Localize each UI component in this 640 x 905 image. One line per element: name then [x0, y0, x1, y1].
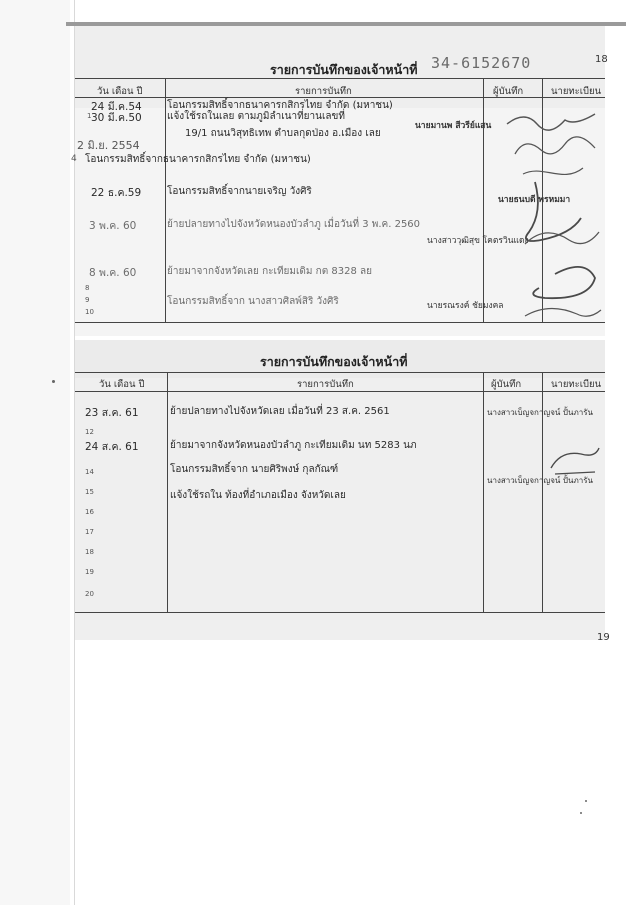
record-text: ย้ายปลายทางไปจังหวัดเลย เมื่อวันที่ 23 ส.ค. 2561: [170, 406, 390, 417]
record-text: โอนกรรมสิทธิ์จากธนาคารกสิกรไทย จำกัด (มหาชน): [85, 154, 311, 165]
record-text: ย้ายปลายทางไปจังหวัดหนองบัวลำภู เมื่อวันที่ 3 พ.ค. 2560: [167, 219, 421, 230]
row-number: 18: [85, 548, 94, 556]
row-number: 20: [85, 590, 94, 598]
record-date: 3 พ.ค. 60: [89, 220, 137, 232]
signature-scribbles: [495, 94, 605, 334]
record-date: 24 ส.ค. 61: [85, 441, 139, 453]
column-divider-date: [165, 78, 166, 322]
record-text: ย้ายมาจากจังหวัดเลย กะเทียมเดิม กต 8328 ลย: [167, 266, 373, 277]
record-date: 24 มี.ค.54: [91, 101, 142, 113]
officer-name: นางสาววุฒิสุข โคตรวินแดง: [427, 236, 529, 246]
scan-speck: [585, 800, 587, 802]
column-divider-recorder: [483, 372, 484, 612]
record-text: โอนกรรมสิทธิ์จากนายเจริญ วังศิริ: [167, 186, 312, 197]
handwritten-registration-number: 34-6152670: [431, 54, 532, 72]
lower-page-title: รายการบันทึกของเจ้าหน้าที่: [260, 354, 408, 369]
column-divider-recorder: [483, 78, 484, 322]
upper-page-number: 18: [595, 54, 608, 65]
upper-record-sheet: [71, 26, 608, 336]
column-divider-date: [167, 372, 168, 612]
record-date-handwritten: 2 มิ.ย. 2554: [77, 139, 140, 152]
column-header-record: รายการบันทึก: [297, 379, 354, 390]
record-text: แจ้งใช้รถใน ท้องที่อำเภอเมือง จังหวัดเลย: [170, 490, 346, 501]
officer-name: นายธนบดี พรหมมา: [498, 195, 571, 205]
row-number: 16: [85, 508, 94, 516]
lower-page-number: 19: [597, 632, 610, 643]
record-date: 8 พ.ค. 60: [89, 267, 137, 279]
row-number: 19: [85, 568, 94, 576]
column-header-registrar: นายทะเบียน: [551, 379, 602, 390]
column-header-date: วัน เดือน ปี: [97, 86, 143, 97]
column-header-recorder: ผู้บันทึก: [491, 379, 522, 390]
record-text: 19/1 ถนนวิสุทธิเทพ ตำบลกุดป่อง อ.เมือง เลย: [185, 128, 381, 139]
officer-name: นายรณรงค์ ชัยมงคล: [427, 301, 504, 311]
row-number: 12: [85, 428, 94, 436]
record-date: 30 มี.ค.50: [91, 112, 142, 124]
scan-speck: [580, 812, 582, 814]
row-number: 14: [85, 468, 94, 476]
record-date: 22 ธ.ค.59: [91, 187, 142, 199]
row-number-10: 10: [85, 308, 94, 316]
table-top-rule: [75, 78, 605, 79]
column-header-registrar: นายทะเบียน: [551, 86, 602, 97]
column-header-record: รายการบันทึก: [295, 86, 352, 97]
record-text: ย้ายมาจากจังหวัดหนองบัวลำภู กะเทียมเดิม นท 5283 นภ: [170, 440, 417, 451]
table-bottom-rule: [75, 612, 605, 613]
row-number: 17: [85, 528, 94, 536]
row-number: 1: [87, 112, 92, 120]
record-text: โอนกรรมสิทธิ์จากธนาคารกสิกรไทย จำกัด (มหาชน): [167, 100, 393, 111]
lower-record-sheet: [75, 340, 610, 643]
recorder-name: นางสาวเบ็ญจกาญจน์ ปั้นภารัน: [487, 476, 593, 485]
row-number: 4: [71, 154, 77, 164]
registrar-signature: [545, 440, 605, 490]
record-date: 23 ส.ค. 61: [85, 407, 139, 419]
row-number-8: 8: [85, 284, 90, 292]
column-header-recorder: ผู้บันทึก: [493, 86, 524, 97]
scan-speck: [52, 380, 55, 383]
recorder-name: นางสาวเบ็ญจกาญจน์ ปั้นภารัน: [487, 408, 593, 417]
upper-page-title: รายการบันทึกของเจ้าหน้าที่: [270, 62, 418, 77]
record-text: แจ้งใช้รถในเลย ตามภูมิลำเนาที่ยานเลขที่: [167, 111, 345, 122]
row-number: 15: [85, 488, 94, 496]
record-text: โอนกรรมสิทธิ์จาก นายศิริพงษ์ กุลกัณฑ์: [170, 464, 339, 475]
column-header-date: วัน เดือน ปี: [99, 379, 145, 390]
record-text: โอนกรรมสิทธิ์จาก นางสาวศิลพ์สิริ วังศิริ: [167, 296, 339, 307]
officer-name: นายมานพ สีวรีย์แสน: [415, 121, 492, 131]
table-top-rule: [75, 372, 605, 373]
row-number-9: 9: [85, 296, 90, 304]
scan-margin: [0, 0, 70, 905]
